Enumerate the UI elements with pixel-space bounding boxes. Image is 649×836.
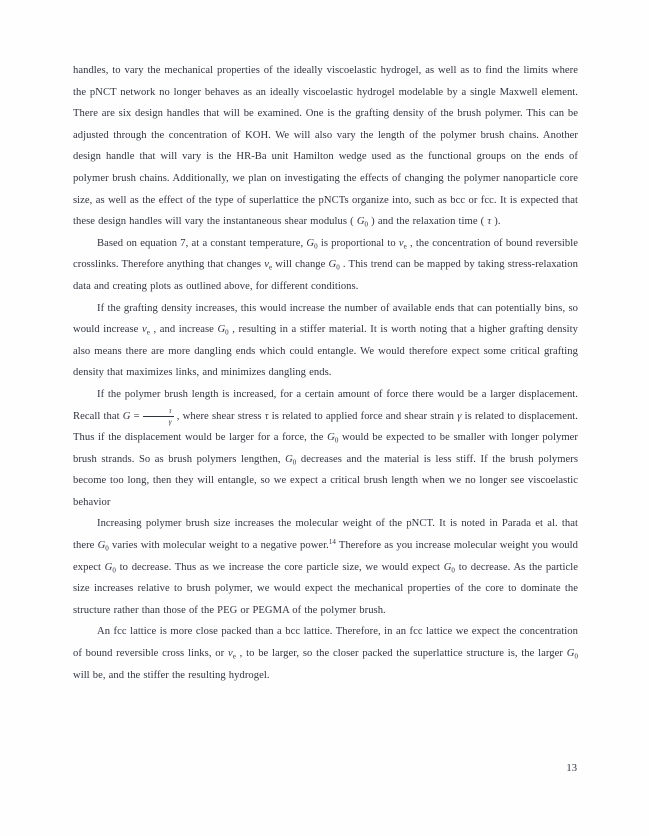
math-symbol-subscript: $\nu_e$ xyxy=(264,259,273,272)
math-symbol-subscript: $\nu_e$ xyxy=(141,324,150,337)
citation-superscript: 14 xyxy=(328,538,336,547)
math-symbol-subscript: $G_0$ xyxy=(306,237,318,251)
math-symbol-subscript: $G_0$ xyxy=(285,453,297,467)
math-symbol-subscript: $G_0$ xyxy=(356,216,369,229)
math-symbol: τ xyxy=(487,216,492,228)
math-symbol-subscript: $\nu_e$ xyxy=(227,648,236,661)
math-symbol-subscript: $\nu_e$ xyxy=(398,237,407,251)
math-symbol-subscript: $G_0$ xyxy=(327,432,339,445)
paragraph: Based on equation 7, at a constant temperature, $G_0$ is proportional to $\nu_e$ , the concentration of bound reversible crosslinks. Therefore anything that changes $\nu_e$ will change $G_0$ . This trend can be mapped by taking stress-relaxation data and creating plots as outlined above, for different conditions. xyxy=(73,237,579,292)
math-symbol: G xyxy=(122,410,131,422)
math-symbol-subscript: $G_0$ xyxy=(566,648,578,661)
math-symbol-subscript: $G_0$ xyxy=(443,561,455,575)
math-symbol: γ xyxy=(457,410,462,422)
math-symbol-subscript: $G_0$ xyxy=(217,324,229,337)
math-symbol-subscript: $G_0$ xyxy=(328,259,340,272)
paragraph: Increasing polymer brush size increases the molecular weight of the pNCT. It is noted in Parada et al. that there $G_0$ varies with molecular weight to a negative power.$^{14}$ Therefore as you increase molecular weight you would expect $G_0$ to decrease. Thus as we increase the core particle size, we would expect $G_0$ to decrease. As the particle size increases relative to brush polymer, we would expect the mechanical properties of the core to dominate the structure rather than those of the PEG or PEGMA of the polymer brush. xyxy=(73,518,579,616)
math-symbol: τ xyxy=(264,410,269,422)
text-block xyxy=(73,60,578,686)
math-fraction: $\frac{\tau}{\gamma}$ xyxy=(143,407,174,425)
paragraph: handles, to vary the mechanical properties of the ideally viscoelastic hydrogel, as well as to find the limits where the pNCT network no longer behaves as an ideally viscoelastic hydrogel modelable by a single Maxwell element. There are six design handles that will be examined. One is the grafting density of the brush polymer. This can be adjusted through the concentration of KOH. We will also vary the length of the polymer brush chains. Another design handle that will vary is the HR-Ba unit Hamilton wedge used as the functional groups on the ends of polymer brush chains. Additionally, we plan on investigating the effects of changing the polymer nanoparticle core size, as well as the effect of the type of superlattice the pNCTs organize into, such as bcc or fcc. It is expected that these design handles will vary the instantaneous shear modulus ( $G_0$ ) and the relaxation time ( τ ). xyxy=(73,65,578,229)
paragraph: If the grafting density increases, this would increase the number of available ends that can potentially bins, so would increase $\nu_e$ , and increase $G_0$ , resulting in a stiffer material. It is worth noting that a higher grafting density also means there are more dangling ends which could entangle. We would therefore expect some critical grafting density that maximizes links, and minimizes dangling ends. xyxy=(73,302,579,379)
math-symbol-subscript: $G_0$ xyxy=(104,561,116,575)
paragraph: If the polymer brush length is increased, for a certain amount of force there would be a larger displacement. Recall that G = $\frac{\tau}{\gamma}$ , where shear stress τ is related to applied force and shear strain γ is related to displacement. Thus if the displacement would be larger for a force, the $G_0$ would be expected to be smaller with longer polymer brush strands. So as brush polymers lengthen, $G_0$ decreases and the material is less stiff. If the brush polymers become too long, then they will entangle, so we expect a critical brush length when we no longer see viscoelastic behavior xyxy=(73,388,578,508)
page-number: 13 xyxy=(566,763,577,774)
paragraph: An fcc lattice is more close packed than a bcc lattice. Therefore, in an fcc lattice we expect the concentration of bound reversible cross links, or $\nu_e$ , to be larger, so the closer packed the superlattice structure is, the larger $G_0$ will be, and the stiffer the resulting hydrogel. xyxy=(73,626,578,681)
math-symbol-subscript: $G_0$ xyxy=(97,540,109,553)
